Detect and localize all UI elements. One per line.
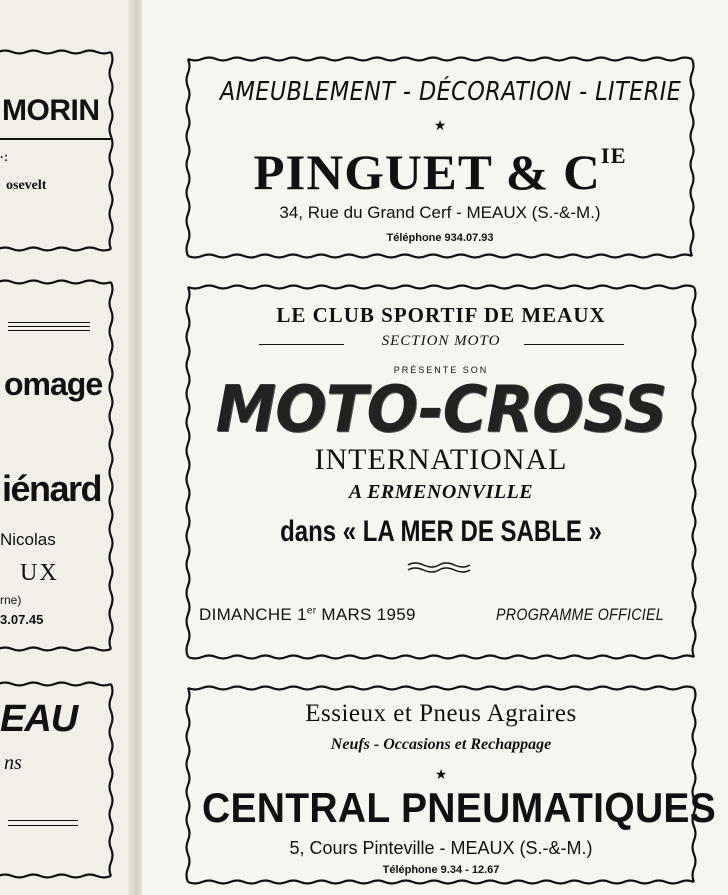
ad-furniture-address: 34, Rue du Grand Cerf - MEAUX (S.-&-M.) (279, 203, 601, 222)
ad-motocross-date-sup: er (306, 605, 317, 617)
ad-tires-company: CENTRAL PNEUMATIQUES (201, 784, 717, 831)
ad-motocross-program: PROGRAMME OFFICIEL (496, 605, 664, 624)
ad-motocross-title: MOTO-CROSS (215, 373, 667, 447)
ad-furniture-heading: AMEUBLEMENT - DÉCORATION - LITERIE (219, 77, 682, 107)
left-ad-eau (0, 680, 115, 880)
left-ad-street: Nicolas (0, 530, 56, 549)
right-page (142, 0, 728, 895)
ad-motocross-subtitle: INTERNATIONAL (314, 443, 568, 476)
left-ad-lienard-name: iénard (2, 468, 102, 509)
ad-motocross-rule-right (524, 344, 624, 345)
ad-motocross-date-pre: DIMANCHE 1 (199, 605, 307, 624)
wave-ornament-icon (406, 561, 476, 575)
left-ad-lienard (0, 278, 115, 653)
ad-tires (184, 684, 717, 886)
ad-furniture-company-name: PINGUET & C (253, 144, 601, 200)
ad-tires-sub: Neufs - Occasions et Rechappage (330, 736, 552, 753)
star-icon: ★ (434, 766, 448, 782)
ad-motocross-date (199, 605, 416, 625)
ad-motocross (184, 283, 698, 661)
ad-furniture (184, 55, 696, 260)
left-ad-rule (8, 322, 90, 323)
left-ad-phone: 3.07.45 (0, 612, 44, 627)
ad-motocross-location: A ERMENONVILLE (348, 481, 534, 503)
left-ad-divider (0, 138, 112, 140)
ad-tires-phone: Téléphone 9.34 - 12.67 (382, 864, 500, 876)
ad-motocross-venue: dans « LA MER DE SABLE » (280, 515, 602, 548)
left-ad-morin (0, 48, 115, 253)
left-ad-rule (8, 330, 90, 331)
ad-furniture-company-sup: IE (600, 143, 627, 168)
left-ad-rule (8, 825, 78, 826)
ad-motocross-section: SECTION MOTO (381, 333, 501, 349)
ad-furniture-phone: Téléphone 934.07.93 (386, 232, 494, 244)
left-ad-rule (8, 326, 90, 327)
left-ad-word: omage (4, 366, 103, 402)
left-ad-morin-name: MORIN (2, 94, 100, 127)
left-ad-city: UX (20, 560, 59, 586)
left-ad-eau-name: EAU (0, 698, 78, 740)
left-ad-rule (8, 820, 78, 821)
ad-tires-address: 5, Cours Pinteville - MEAUX (S.-&-M.) (289, 838, 593, 858)
ad-motocross-club: LE CLUB SPORTIF DE MEAUX (276, 303, 606, 327)
left-ad-region: rne) (0, 593, 22, 607)
left-ad-morin-street: osevelt (6, 178, 47, 193)
star-icon: ★ (433, 117, 447, 133)
ad-tires-heading: Essieux et Pneus Agraires (305, 700, 577, 727)
ad-motocross-date-post: MARS 1959 (316, 605, 416, 624)
ad-furniture-company (179, 143, 701, 201)
left-ad-dots: ·: (0, 150, 8, 164)
left-page (0, 0, 134, 895)
ad-motocross-presents: PRÉSENTE SON (393, 365, 489, 375)
left-ad-eau-line: ns (4, 752, 22, 774)
